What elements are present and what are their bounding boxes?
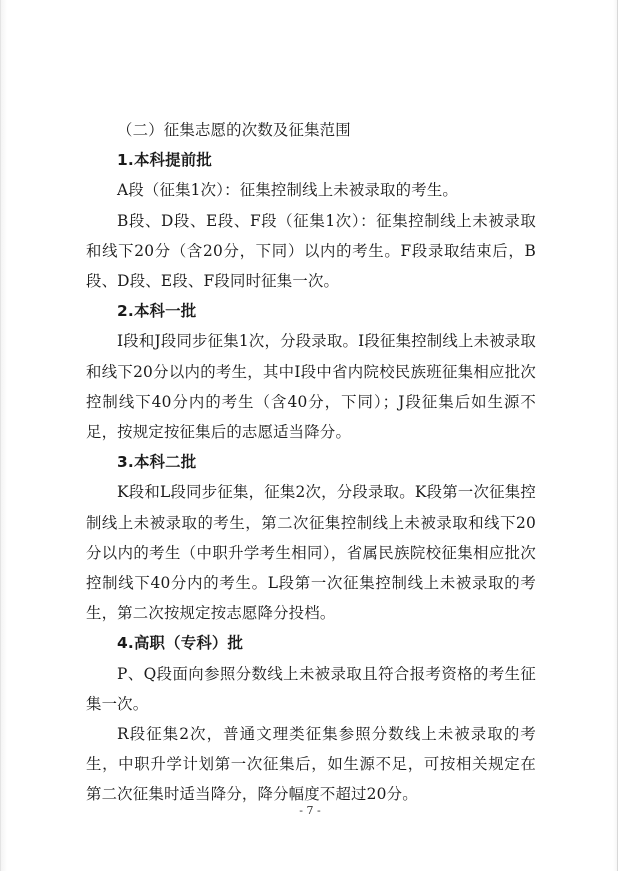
paragraph: B段、D段、E段、F段（征集1次）：征集控制线上未被录取和线下20分（含20分，下同）以内的考生。F段录取结束后，B段、D段、E段、F段同时征集一次。 xyxy=(86,211,536,291)
paragraph: I段和J段同步征集1次，分段录取。I段征集控制线上未被录取和线下20分以内的考生，其中I段中省内院校民族班征集相应批次控制线下40分内的考生（含40分，下同）；J段征集后如生源不足，按规定按征集后的志愿适当降分。 xyxy=(86,332,536,442)
paragraph: K段和L段同步征集，征集2次，分段录取。K段第一次征集控制线上未被录取的考生，第二次征集控制线上未被录取和线下20分以内的考生（中职升学考生相同），省属民族院校征集相应批次控制线下40分内的考生。L段第一次征集控制线上未被录取的考生，第二次按规定按志愿降分投档。 xyxy=(86,483,536,623)
section-title: （二）征集志愿的次数及征集范围 xyxy=(117,121,351,139)
paragraph: A段（征集1次）：征集控制线上未被录取的考生。 xyxy=(117,181,459,200)
paragraph: P、Q段面向参照分数线上未被录取且符合报考资格的考生征集一次。 xyxy=(86,664,536,713)
heading-undergrad-second-batch: 3.本科二批 xyxy=(117,453,197,472)
heading-undergrad-early-batch: 1.本科提前批 xyxy=(117,151,212,170)
heading-vocational-batch: 4.高职（专科）批 xyxy=(117,634,244,653)
page-number: - 7 - xyxy=(299,804,321,817)
document-body xyxy=(86,115,536,810)
heading-undergrad-first-batch: 2.本科一批 xyxy=(117,302,197,321)
paragraph: R段征集2次，普通文理类征集参照分数线上未被录取的考生，中职升学计划第一次征集后，如生源不足，可按相关规定在第二次征集时适当降分，降分幅度不超过20分。 xyxy=(86,725,536,804)
